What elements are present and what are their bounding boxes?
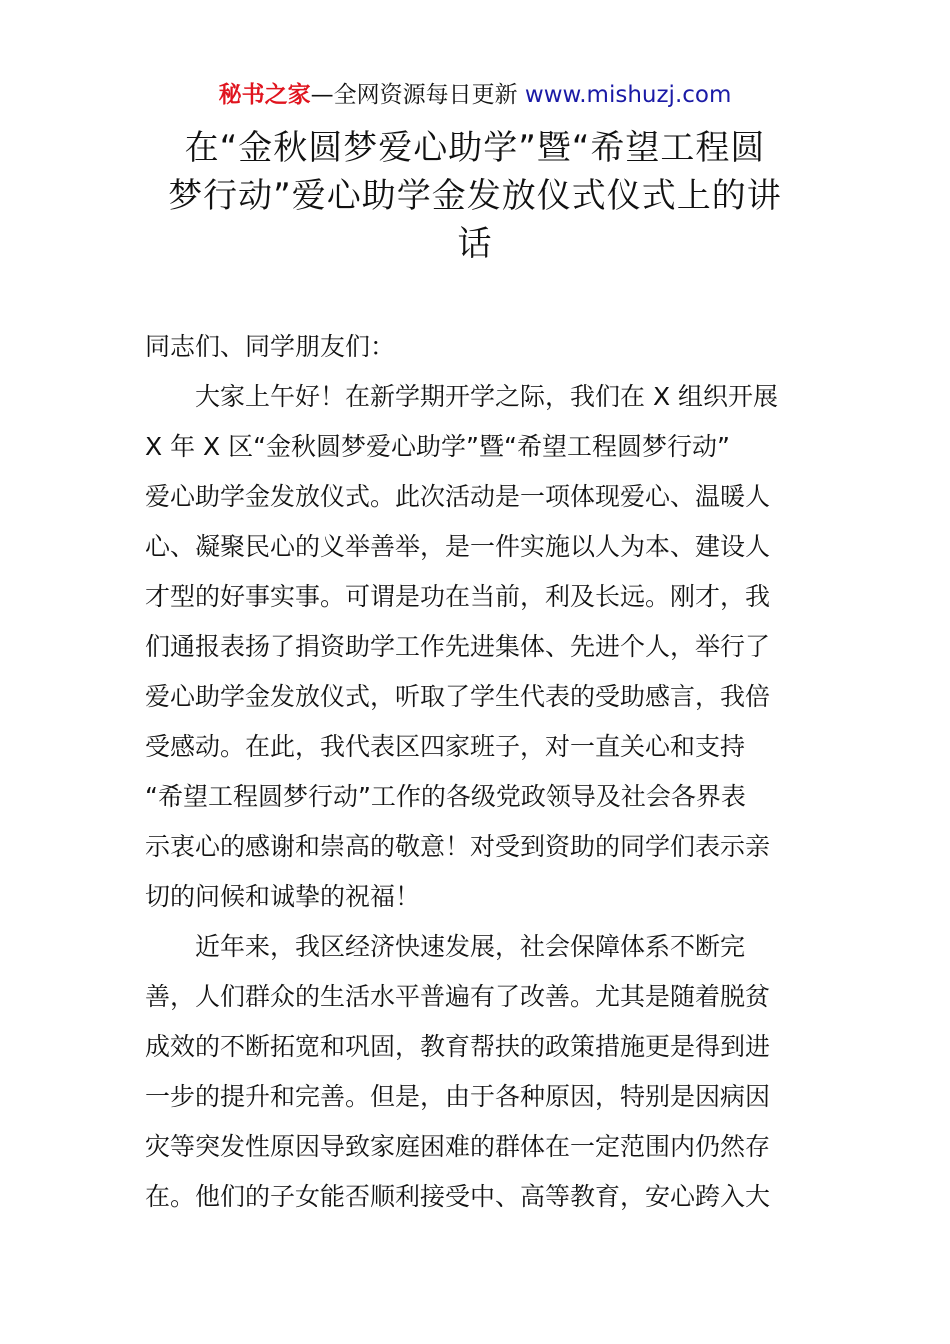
- header-tagline: —全网资源每日更新: [310, 82, 525, 108]
- paragraph-line: “希望工程圆梦行动”工作的各级党政领导及社会各界表: [145, 782, 746, 811]
- title-line: 话: [457, 224, 493, 264]
- title-line: 梦行动”爱心助学金发放仪式仪式上的讲: [168, 176, 782, 216]
- brand-name: 秘书之家: [218, 82, 311, 108]
- title-line: 在“金秋圆梦爱心助学”暨“希望工程圆: [184, 128, 766, 168]
- salutation: 同志们、同学朋友们：: [145, 332, 396, 361]
- paragraph-line: 们通报表扬了捐资助学工作先进集体、先进个人，举行了: [145, 632, 771, 661]
- paragraph-line: 爱心助学金发放仪式。此次活动是一项体现爱心、温暖人: [145, 482, 771, 511]
- paragraph-line: 大家上午好！在新学期开学之际，我们在 X 组织开展: [195, 382, 779, 411]
- paragraph-line: 成效的不断拓宽和巩固，教育帮扶的政策措施更是得到进: [145, 1032, 771, 1061]
- paragraph-line: 在。他们的子女能否顺利接受中、高等教育，安心跨入大: [145, 1182, 771, 1211]
- paragraph-line: 善，人们群众的生活水平普遍有了改善。尤其是随着脱贫: [145, 982, 771, 1011]
- paragraph-line: 灾等突发性原因导致家庭困难的群体在一定范围内仍然存: [145, 1132, 771, 1161]
- paragraph-line: 爱心助学金发放仪式，听取了学生代表的受助感言，我倍: [145, 682, 771, 711]
- document-title: [150, 124, 800, 268]
- paragraph-line: 示衷心的感谢和崇高的敬意！对受到资助的同学们表示亲: [145, 832, 771, 861]
- paragraph-line: 一步的提升和完善。但是，由于各种原因，特别是因病因: [145, 1082, 771, 1111]
- document-body: [145, 322, 810, 1222]
- paragraph-line: 受感动。在此，我代表区四家班子，对一直关心和支持: [145, 732, 746, 761]
- paragraph-1: [145, 372, 810, 922]
- paragraph-line: 心、凝聚民心的义举善举，是一件实施以人为本、建设人: [145, 532, 771, 561]
- paragraph-line: 切的问候和诚挚的祝福！: [145, 882, 421, 911]
- header-url[interactable]: www.mishuzj.com: [524, 82, 732, 108]
- site-header: [0, 78, 950, 112]
- paragraph-2: [145, 922, 810, 1222]
- paragraph-line: X 年 X 区“金秋圆梦爱心助学”暨“希望工程圆梦行动”: [145, 432, 730, 461]
- paragraph-line: 近年来，我区经济快速发展，社会保障体系不断完: [195, 932, 746, 961]
- paragraph-line: 才型的好事实事。可谓是功在当前，利及长远。刚才，我: [145, 582, 771, 611]
